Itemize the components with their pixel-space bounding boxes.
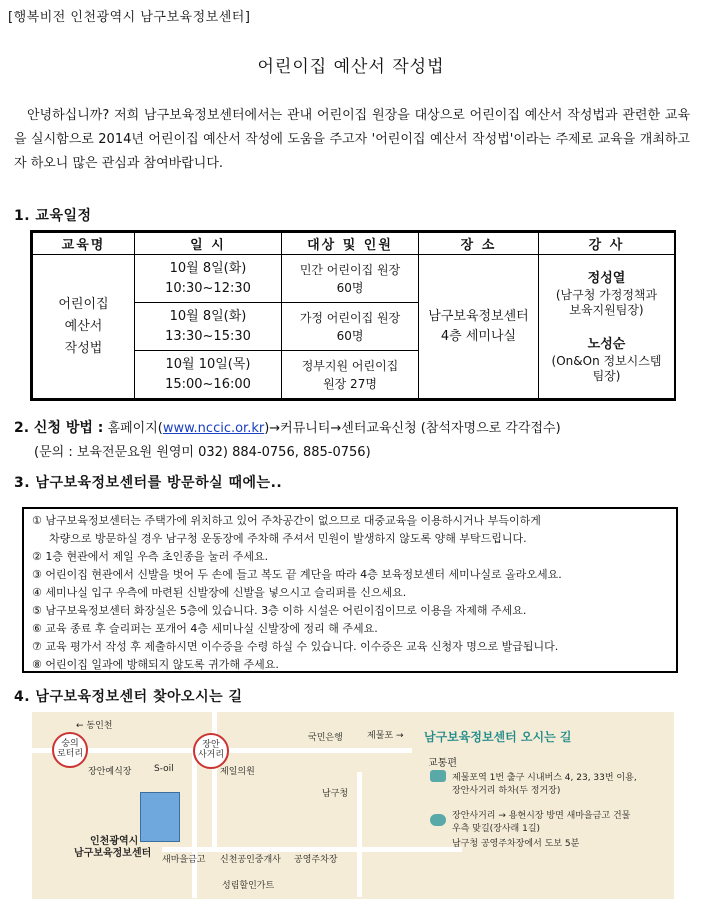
schedule-table [30,230,676,401]
notice-item: ⑦ 교육 평가서 작성 후 제출하시면 이수증을 수령 하실 수 있습니다. 이수증은 교육 신청자 명으로 발급됩니다. [32,640,559,653]
notice-item: ② 1층 현관에서 제일 우측 초인종을 눌러 주세요. [32,550,269,563]
col-lecturer: 강 사 [539,233,675,255]
section2-line: 2. 신청 방법 : 홈페이지(www.nccic.or.kr)→커뮤니티→센터교육신청 (참석자명으로 각각접수) [14,420,561,436]
notice-item: ⑧ 어린이집 일과에 방해되지 않도록 귀가해 주세요. [32,658,279,671]
location-map: 숭의 로터리 장안 사거리 ← 동인천 장안예식장 S-oil 제일의원 국민은행 제물포 → 남구청 인천광역시 남구보육정보센터 새마을금고 신천공인중개사 공영주차장 성림할인가트 남구보육정보센터 오시는 길 교통편 제물포역 1번 출구 시내버스 4, 23, 33번 이용, 장안사거리 하차(두 정거장) 장안사거리 → 용현시장 방면 새마을금고 건물 우측 맞길(장사래 1길) 남구청 공영주차장에서 도보 5분 [32,712,674,899]
car-icon [430,814,446,826]
map-legend-title: 남구보육정보센터 오시는 길 [424,730,572,744]
row2-target: 가정 어린이집 원장 60명 [282,303,419,351]
col-course: 교육명 [33,233,135,255]
row1-target: 민간 어린이집 원장 60명 [282,255,419,303]
contact-line: (문의 : 보육전문요원 원영미 032) 884-0756, 885-0756) [34,445,371,460]
row3-target: 정부지원 어린이집 원장 27명 [282,351,419,399]
notice-box [22,507,678,673]
center-building-icon [140,792,180,842]
notice-item: ③ 어린이집 현관에서 신발을 벗어 두 손에 들고 복도 끝 계단을 따라 4층 보육정보센터 세미나실로 올라오세요. [32,568,562,581]
col-datetime: 일 시 [135,233,282,255]
section3-heading: 3. 남구보육정보센터를 방문하실 때에는.. [14,475,283,491]
notice-item: ④ 세미나실 입구 우측에 마련된 신발장에 신발을 넣으시고 슬리퍼를 신으세요. [32,586,407,599]
notice-list [32,512,668,674]
page-title: 어린이집 예산서 작성법 [257,57,445,77]
course-name: 어린이집 예산서 작성법 [33,255,135,399]
col-place: 장 소 [419,233,539,255]
map-road-right [357,772,362,897]
row1-datetime: 10월 8일(화) 10:30~12:30 [135,255,282,303]
notice-item: ① 남구보육정보센터는 주택가에 위치하고 있어 주차공간이 없으므로 대중교육을 이용하시거나 부득이하게 차량으로 방문하실 경우 남구청 운동장에 주차해 주셔서 민원이 발생하지 않도록 양해 부탁드립니다. [32,514,541,545]
intro-paragraph: 안녕하십니까? 저희 남구보육정보센터에서는 관내 어린이집 원장을 대상으로 어린이집 예산서 작성법과 관련한 교육을 실시함으로 2014년 어린이집 예산서 작성에 도움을 주고자 '어린이집 예산서 작성법'이라는 주제로 교육을 개최하고자 하오니 많은 관심과 참여바랍니다. [14,108,690,171]
notice-item: ⑥ 교육 종료 후 슬리퍼는 포개어 4층 세미나실 신발장에 정리 해 주세요. [32,622,378,635]
place-cell: 남구보육정보센터 4층 세미나실 [419,255,539,399]
homepage-link[interactable]: www.nccic.or.kr [162,421,265,436]
section2-label: 2. 신청 방법 : [14,420,104,436]
notice-item: ⑤ 남구보육정보센터 화장실은 5층에 있습니다. 3층 이하 시설은 어린이집이므로 이용을 자제해 주세요. [32,604,527,617]
row3-datetime: 10월 10일(목) 15:00~16:00 [135,351,282,399]
col-target: 대상 및 인원 [282,233,419,255]
row2-datetime: 10월 8일(화) 13:30~15:30 [135,303,282,351]
lecturer-cell: 정성열 (남구청 가정정책과 보육지원팀장) 노성순 (On&On 정보시스템 팀장) [539,255,675,399]
section4-heading: 4. 남구보육정보센터 찾아오시는 길 [14,689,243,705]
map-road-left-down [192,748,197,898]
section1-heading: 1. 교육일정 [14,208,92,224]
header-org: [행복비전 인천광역시 남구보육정보센터] [8,10,251,25]
bus-icon [430,770,446,782]
